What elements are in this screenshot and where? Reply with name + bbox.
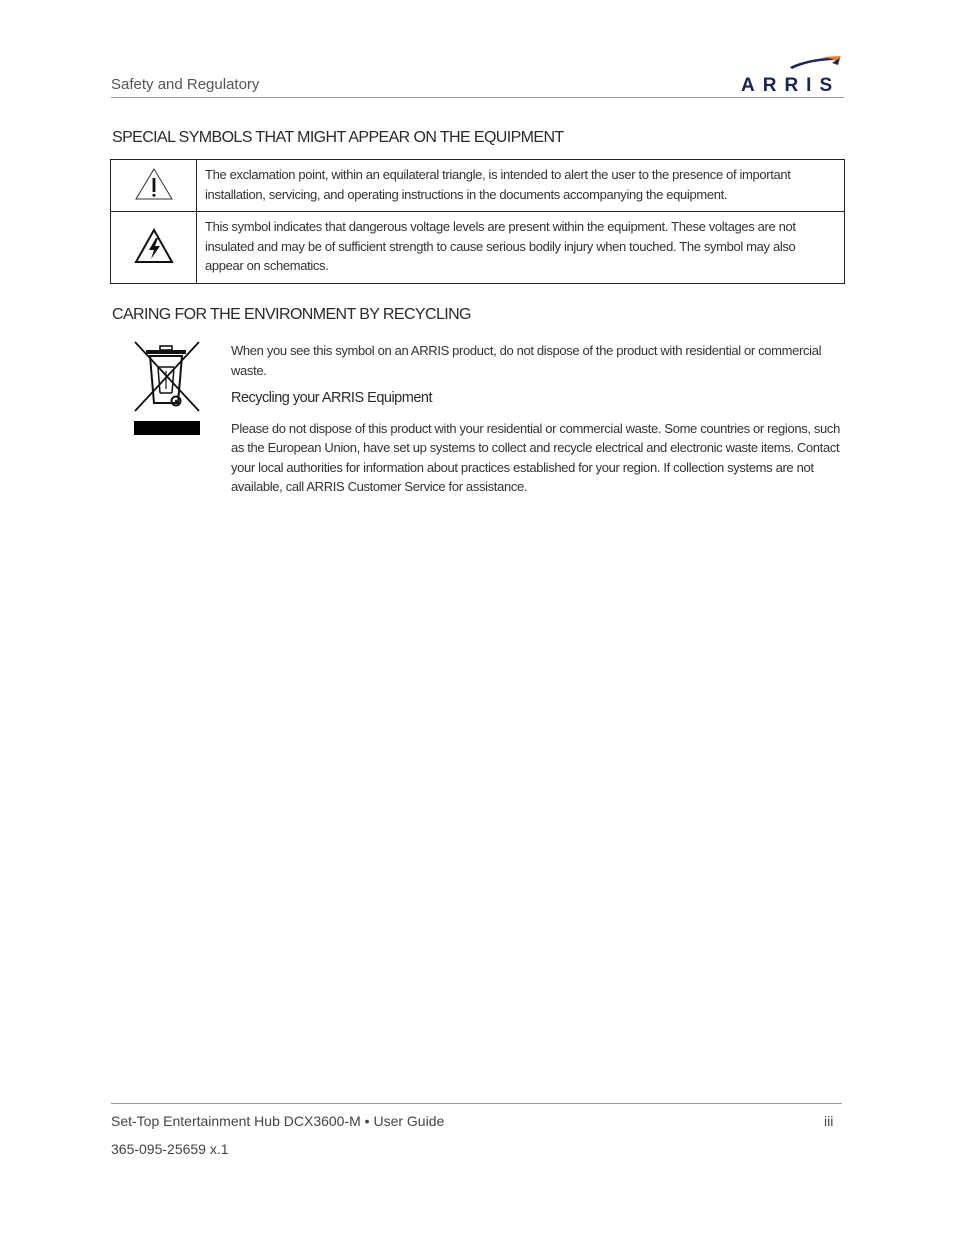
section-heading-special-symbols: SPECIAL SYMBOLS THAT MIGHT APPEAR ON THE EQUIPMENT [112, 129, 564, 146]
symbols-table [110, 159, 845, 284]
exclamation-triangle-icon [134, 167, 174, 201]
footer-doc-title: Set-Top Entertainment Hub DCX3600-M • User Guide [111, 1113, 445, 1129]
arris-logo [740, 54, 844, 94]
header-rule [111, 97, 844, 98]
recycling-intro: When you see this symbol on an ARRIS product, do not dispose of the product with residential or commercial waste. [231, 343, 822, 378]
section-heading-recycling: CARING FOR THE ENVIRONMENT BY RECYCLING [112, 306, 471, 323]
lightning-triangle-icon [134, 228, 174, 264]
recycling-body: Please do not dispose of this product with your residential or commercial waste. Some countries or regions, such as the European Union, have set up systems to collect and recycle electrical and electronic waste items. Contact your local authorities for information about practices established for your region. If collection systems are not available, call ARRIS Customer Service for assistance. [231, 421, 840, 494]
footer-page-number: iii [824, 1113, 834, 1129]
symbol-cell [111, 212, 197, 284]
symbol-description: The exclamation point, within an equilateral triangle, is intended to alert the user to the presence of important installation, servicing, and operating instructions in the documents accompanying the equipment. [197, 160, 845, 212]
table-row [111, 160, 845, 212]
logo-wordmark: ARRIS [741, 75, 841, 94]
symbol-description: This symbol indicates that dangerous voltage levels are present within the equipment. These voltages are not insulated and may be of sufficient strength to cause serious bodily injury when touched. The symbol may also appear on schematics. [197, 212, 845, 284]
footer-part-number: 365-095-25659 x.1 [111, 1141, 229, 1157]
symbol-cell [111, 160, 197, 212]
crossed-out-bin-icon [132, 339, 202, 437]
running-header-title: Safety and Regulatory [111, 76, 260, 93]
recycling-subheading: Recycling your ARRIS Equipment [231, 390, 432, 406]
table-row [111, 212, 845, 284]
footer-rule [111, 1103, 842, 1104]
